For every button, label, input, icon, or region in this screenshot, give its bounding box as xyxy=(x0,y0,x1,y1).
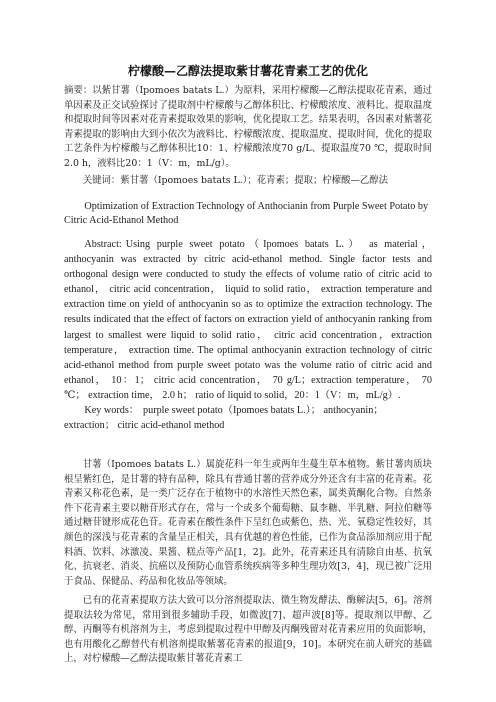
english-keywords-label: Key words： xyxy=(84,405,139,416)
english-title: Optimization of Extraction Technology of Anthocianin from Purple Sweet Potato by Citric Acid-Ethanol Method xyxy=(64,201,429,226)
chinese-keywords xyxy=(64,174,432,189)
english-abstract-label: Abstract: xyxy=(84,239,122,250)
english-abstract-text: Using purple sweet potato（Ipomoes batats L.） as material，anthocyanin was extracted by citric acid-ethanol method. Single factor tests and orthogonal design were conducted to study the effects of volume ratio of citric acid to ethanol， citric acid concentration， liquid to solid ratio， extraction temperature and extraction time on yield of anthocyanin so as to optimize the extraction technology. The results indicated that the effect of factors on extraction yield of anthocyanin ranking from largest to smallest were liquid to solid ratio， citric acid concentration，extraction temperature， extraction time. The optimal anthocyanin extraction technology of citric acid-ethanol method from purple sweet potato was the volume ratio of citric acid and ethanol， 10：1； citric acid concentration， 70 g/L；extraction temperature， 70 ℃； extraction time， 2.0 h； ratio of liquid to solid，20：1（V：m，mL/g）. xyxy=(64,239,432,401)
chinese-keywords-label: 关键词： xyxy=(82,175,121,186)
chinese-keywords-text: 紫甘薯（Ipomoes batats L.）；花青素；提取；柠檬酸—乙醇法 xyxy=(120,175,389,186)
english-abstract xyxy=(64,237,432,403)
english-keywords xyxy=(64,403,432,433)
body-paragraph-2: 已有的花青素提取方法大致可以分溶剂提取法、微生物发酵法、酶解法[5，6]。溶剂提取法较为常见，常用到很多辅助手段，如微波[7]、超声波[8]等。提取剂以甲醇、乙醇、丙酮等有机溶剂为主，考虑到提取过程中甲醇及丙酮残留对花青素应用的负面影响，也有用酸化乙醇替代有机溶剂提取紫薯花青素的报道[9，10]。本研究在前人研究的基础上，对柠檬酸—乙醇法提取紫甘薯花青素工 xyxy=(64,595,432,665)
body-paragraph-1: 甘薯（Ipomoes batats L.）属旋花科一年生或两年生蔓生草本植物。紫甘薯肉质块根呈紫红色，是甘薯的特有品种，除具有普通甘薯的营养成分外还含有丰富的花青素。花青素又称花色素，是一类广泛存在于植物中的水溶性天然色素，属类黄酮化合物。自然条件下花青素主要以糖苷形式存在，常与一个或多个葡萄糖、鼠李糖、半乳糖、阿拉伯糖等通过糖苷键形成花色苷。花青素在酸性条件下呈红色或紫色，热、光、氧稳定性较好，其颜色的深浅与花青素的含量呈正相关，具有优越的着色性能，已作为食品添加剂应用于配料酒、饮料、冰激凌、果酱、糕点等产品[1，2]。此外，花青素还具有清除自由基、抗氧化、抗衰老、消炎、抗癌以及预防心血管系统疾病等多种生理功效[3，4]，现已被广泛用于食品、保健品、药品和化妆品等领域。 xyxy=(64,459,432,587)
english-keywords-text: purple sweet potato（Ipomoes batats L.）； anthocyanin；extraction； citric acid-ethanol method xyxy=(64,405,384,432)
paper-title: 柠檬酸—乙醇法提取紫甘薯花青素工艺的优化 xyxy=(127,64,368,78)
chinese-abstract: 摘要：以紫甘薯（Ipomoes batats L.）为原料，采用柠檬酸—乙醇法提取花青素，通过单因素及正交试验探讨了提取剂中柠檬酸与乙醇体积比、柠檬酸浓度、液料比、提取温度和提取时间等因素对花青素提取效果的影响，优化提取工艺。结果表明，各因素对紫薯花青素提取的影响由大到小依次为液料比、柠檬酸浓度、提取温度、提取时间，优化的提取工艺条件为柠檬酸与乙醇体积比10：1、柠檬酸浓度70 g/L、提取温度70 ℃，提取时间2.0 h，液料比20：1（V：m，mL/g）。 xyxy=(64,85,432,169)
